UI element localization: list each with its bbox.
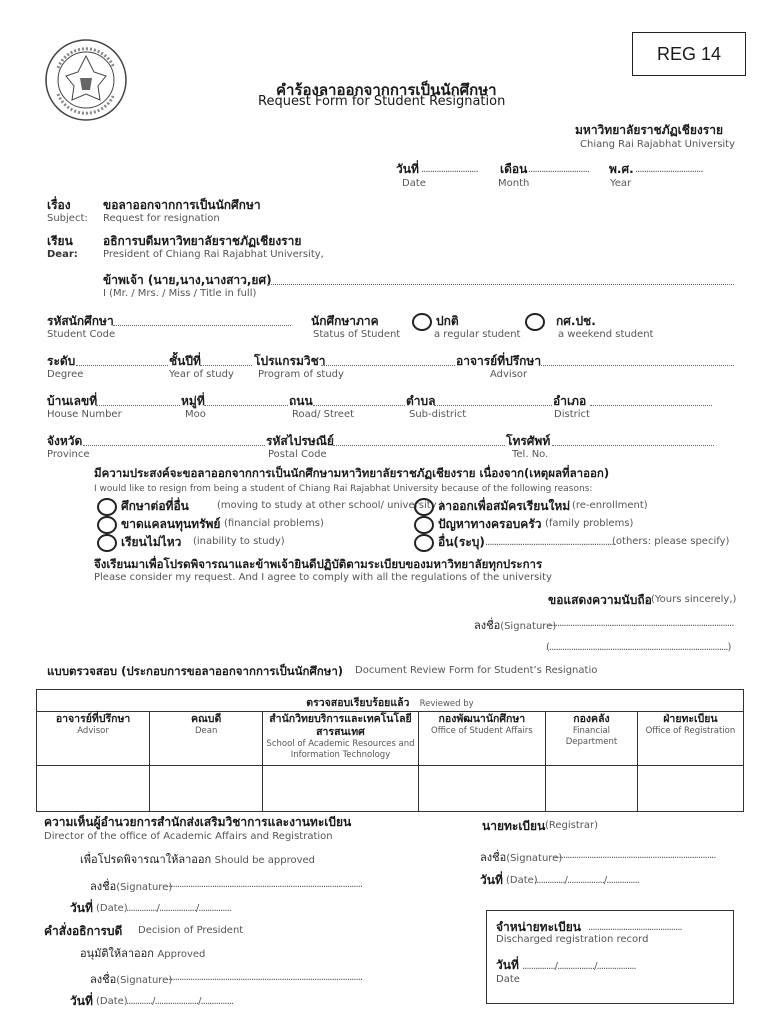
director-approve: เพื่อโปรดพิจารณาให้ลาออก Should be approved <box>80 853 316 866</box>
president-title-en: Decision of President <box>138 925 244 936</box>
sincerely-th: ขอแสดงความนับถือ <box>548 593 652 607</box>
degree-en: Degree <box>47 369 84 380</box>
date-year-field[interactable]: ............................... <box>635 164 703 175</box>
advisor-field[interactable] <box>539 365 734 366</box>
president-date-field[interactable]: ............/..................../............... <box>126 996 234 1007</box>
year-field[interactable] <box>200 365 252 366</box>
president-approve: อนุมัติให้ลาออก Approved <box>80 947 206 960</box>
reason-financial-en: (financial problems) <box>224 518 324 529</box>
review-form-title-en: Document Review Form for Student’s Resignatio <box>355 665 598 676</box>
program-en: Program of study <box>258 369 344 380</box>
road-en: Road/ Street <box>292 409 355 420</box>
postal-field[interactable] <box>333 445 505 446</box>
date-month-label: เดือน <box>500 162 528 176</box>
discharge-date-label: วันที่ <box>496 958 519 972</box>
subject-label-en: Subject: <box>47 213 88 224</box>
advisor-en: Advisor <box>490 369 528 380</box>
director-title-th: ความเห็นผู้อำนวยการสำนักส่งเสริมวิชาการและงานทะเบียน <box>44 815 352 829</box>
regular-student-label: ปกติ <box>436 314 459 328</box>
program-label: โปรแกรมวิชา <box>254 354 326 368</box>
moo-field[interactable] <box>204 405 288 406</box>
applicant-signature-field[interactable]: ...................................................................................... <box>546 618 734 629</box>
registrar-date-label: วันที่ <box>480 873 503 887</box>
reason-financial-th: ขาดแคลนทุนทรัพย์ <box>121 517 221 531</box>
province-field[interactable] <box>83 445 265 446</box>
degree-field[interactable] <box>76 365 168 366</box>
director-title-en: Director of the office of Academic Affairs and Registration <box>44 831 333 842</box>
applicant-label-en: I (Mr. / Mrs. / Miss / Title in full) <box>103 288 257 299</box>
program-field[interactable] <box>321 365 455 366</box>
postal-en: Postal Code <box>268 449 327 460</box>
registrar-date-en: (Date) <box>506 875 538 886</box>
date-month-en: Month <box>498 178 530 189</box>
reason-study-elsewhere-radio[interactable] <box>97 498 117 516</box>
form-code-box: REG 14 <box>632 32 746 76</box>
review-table-header: ตรวจสอบเรียบร้อยแล้ว Reviewed by <box>37 690 744 712</box>
tel-en: Tel. No. <box>512 449 549 460</box>
province-label: จังหวัด <box>47 434 83 448</box>
weekend-student-label: กศ.ปช. <box>556 314 596 328</box>
applicant-label-th: ข้าพเจ้า (นาย,นาง,นางสาว,ยศ) <box>103 273 272 287</box>
discharge-title-th: จำหน่ายทะเบียน <box>496 920 581 934</box>
regular-student-en: a regular student <box>434 329 521 340</box>
year-label: ชั้นปีที่ <box>169 354 201 368</box>
reason-reenroll-radio[interactable] <box>414 498 434 516</box>
advisor-label: อาจารย์ที่ปรึกษา <box>456 354 542 368</box>
review-cell-student-affairs[interactable] <box>418 766 545 812</box>
moo-en: Moo <box>185 409 206 420</box>
dear-text-en: President of Chiang Rai Rajabhat University, <box>103 249 324 260</box>
review-cell-registration[interactable] <box>637 766 743 812</box>
review-col-registration: ฝ่ายทะเบียน Office of Registration <box>637 712 743 766</box>
subdistrict-label: ตำบล <box>406 394 436 408</box>
director-date-label: วันที่ <box>70 901 93 915</box>
tel-field[interactable] <box>552 445 714 446</box>
reasons-intro-en: I would like to resign from being a student of Chiang Rai Rajabhat University because of the following reasons: <box>94 484 593 494</box>
status-label: นักศึกษาภาค <box>311 314 379 328</box>
date-day-field[interactable]: .......................... <box>421 164 478 175</box>
discharge-date-field[interactable]: .............../................./.................. <box>522 961 636 972</box>
consider-th: จึงเรียนมาเพื่อโปรดพิจารณาและข้าพเจ้ายินดีปฏิบัติตามระเบียบของมหาวิทยาลัยทุกประการ <box>94 557 543 571</box>
title-en: Request Form for Student Resignation <box>258 94 506 109</box>
subdistrict-field[interactable] <box>434 405 552 406</box>
reason-family-th: ปัญหาทางครอบครัว <box>438 517 542 531</box>
district-en: District <box>554 409 590 420</box>
road-label: ถนน <box>289 394 313 408</box>
road-field[interactable] <box>313 405 405 406</box>
president-date-label: วันที่ <box>70 994 93 1008</box>
status-en: Status of Student <box>313 329 401 340</box>
president-date-en: (Date) <box>96 996 128 1007</box>
president-signature-field[interactable]: .......................................................................................... <box>166 972 363 983</box>
district-label: อำเภอ <box>553 394 587 408</box>
consider-en: Please consider my request. And I agree to comply with all the regulations of the university <box>94 572 552 583</box>
reason-other-en: (others: please specify) <box>612 536 730 547</box>
year-en: Year of study <box>169 369 234 380</box>
dear-label-en: Dear: <box>47 249 78 260</box>
sincerely-en: (Yours sincerely,) <box>651 594 737 605</box>
date-day-label: วันที่ <box>396 162 419 176</box>
president-signature-label: ลงชื่อ(Signature) <box>90 973 173 986</box>
registrar-title-en: (Registrar) <box>545 820 599 831</box>
applicant-signature-label: ลงชื่อ(Signature) <box>474 619 557 632</box>
district-field[interactable] <box>590 405 712 406</box>
reason-inability-th: เรียนไม่ไหว <box>121 535 182 549</box>
house-label: บ้านเลขที่ <box>47 394 98 408</box>
weekend-student-en: a weekend student <box>558 329 654 340</box>
reason-inability-radio[interactable] <box>97 534 117 552</box>
director-signature-label: ลงชื่อ(Signature) <box>90 880 173 893</box>
applicant-name-field[interactable] <box>268 284 734 285</box>
registrar-signature-label: ลงชื่อ(Signature) <box>480 851 563 864</box>
discharge-title-en: Discharged registration record <box>496 934 649 945</box>
review-cell-dean[interactable] <box>150 766 263 812</box>
date-year-en: Year <box>610 178 632 189</box>
director-date-en: (Date) <box>96 903 128 914</box>
dear-label-th: เรียน <box>47 234 73 248</box>
house-en: House Number <box>47 409 122 420</box>
reason-other-field[interactable]: ............................................................ <box>485 537 616 548</box>
president-title-th: คำสั่งอธิการบดี <box>44 924 123 938</box>
review-cell-financial[interactable] <box>546 766 638 812</box>
review-col-dean: คณบดี Dean <box>150 712 263 766</box>
house-field[interactable] <box>96 405 180 406</box>
reason-inability-en: (inability to study) <box>193 536 285 547</box>
review-cell-academic-resources[interactable] <box>263 766 419 812</box>
reason-other-th: อื่น(ระบุ) <box>438 535 485 549</box>
reason-other-radio[interactable] <box>414 534 434 552</box>
review-col-financial: กองคลัง Financial Department <box>546 712 638 766</box>
subject-text-th: ขอลาออกจากการเป็นนักศึกษา <box>103 198 261 212</box>
registrar-signature-field[interactable]: ........................................................................... <box>552 850 716 861</box>
university-name-th: มหาวิทยาลัยราชภัฏเชียงราย <box>575 123 724 137</box>
reason-study-elsewhere-en: (moving to study at other school/ university ) <box>217 500 444 511</box>
reason-financial-radio[interactable] <box>97 516 117 534</box>
subject-text-en: Request for resignation <box>103 213 220 224</box>
degree-label: ระดับ <box>47 354 76 368</box>
date-day-en: Date <box>402 178 426 189</box>
reasons-intro-th: มีความประสงค์จะขอลาออกจากการเป็นนักศึกษามหาวิทยาลัยราชภัฏเชียงราย เนื่องจาก(เหตุผลที่ลาออก) <box>94 466 610 480</box>
applicant-name-paren[interactable]: (..................................................................................) <box>546 642 731 653</box>
regular-student-radio[interactable] <box>412 313 432 331</box>
review-col-advisor: อาจารย์ที่ปรึกษา Advisor <box>37 712 150 766</box>
province-en: Province <box>47 449 90 460</box>
subdistrict-en: Sub-district <box>409 409 467 420</box>
registrar-title-th: นายทะเบียน <box>482 819 546 833</box>
review-col-student-affairs: กองพัฒนานักศึกษา Office of Student Affairs <box>418 712 545 766</box>
review-form-title-th: แบบตรวจสอบ (ประกอบการขอลาออกจากการเป็นนักศึกษา) <box>47 664 344 678</box>
registrar-date-field[interactable]: ............../................./............... <box>534 875 639 886</box>
date-month-field[interactable]: ............................ <box>528 164 590 175</box>
director-signature-field[interactable]: .......................................................................................... <box>166 879 363 890</box>
weekend-student-radio[interactable] <box>525 313 545 331</box>
dear-text-th: อธิการบดีมหาวิทยาลัยราชภัฏเชียงราย <box>103 234 302 248</box>
student-code-en: Student Code <box>47 329 116 340</box>
reason-family-en: (family problems) <box>545 518 634 529</box>
tel-label: โทรศัพท์ <box>506 434 551 448</box>
reason-study-elsewhere-th: ศึกษาต่อที่อื่น <box>121 499 189 513</box>
title-th: คำร้องลาออกจากการเป็นนักศึกษา <box>276 81 497 99</box>
reason-reenroll-th: ลาออกเพื่อสมัครเรียนใหม่ <box>438 499 571 513</box>
university-name-en: Chiang Rai Rajabhat University <box>580 139 736 150</box>
review-table <box>36 689 744 812</box>
reason-family-radio[interactable] <box>414 516 434 534</box>
date-year-label: พ.ศ. <box>609 162 634 176</box>
review-cell-advisor[interactable] <box>37 766 150 812</box>
reason-reenroll-en: (re-enrollment) <box>572 500 648 511</box>
review-col-academic-resources: สำนักวิทยบริการและเทคโนโลยีสารสนเทศ School of Academic Resources and Information Technology <box>263 712 419 766</box>
student-code-field[interactable] <box>113 325 291 326</box>
university-seal-logo <box>44 38 128 122</box>
discharge-date-en: Date <box>496 974 520 985</box>
subject-label-th: เรื่อง <box>47 198 71 212</box>
student-code-label: รหัสนักศึกษา <box>47 314 114 328</box>
postal-label: รหัสไปรษณีย์ <box>266 434 334 448</box>
moo-label: หมู่ที่ <box>181 394 205 408</box>
discharge-field[interactable]: ........................................... <box>588 922 682 933</box>
director-date-field[interactable]: ............../................./............... <box>126 903 231 914</box>
